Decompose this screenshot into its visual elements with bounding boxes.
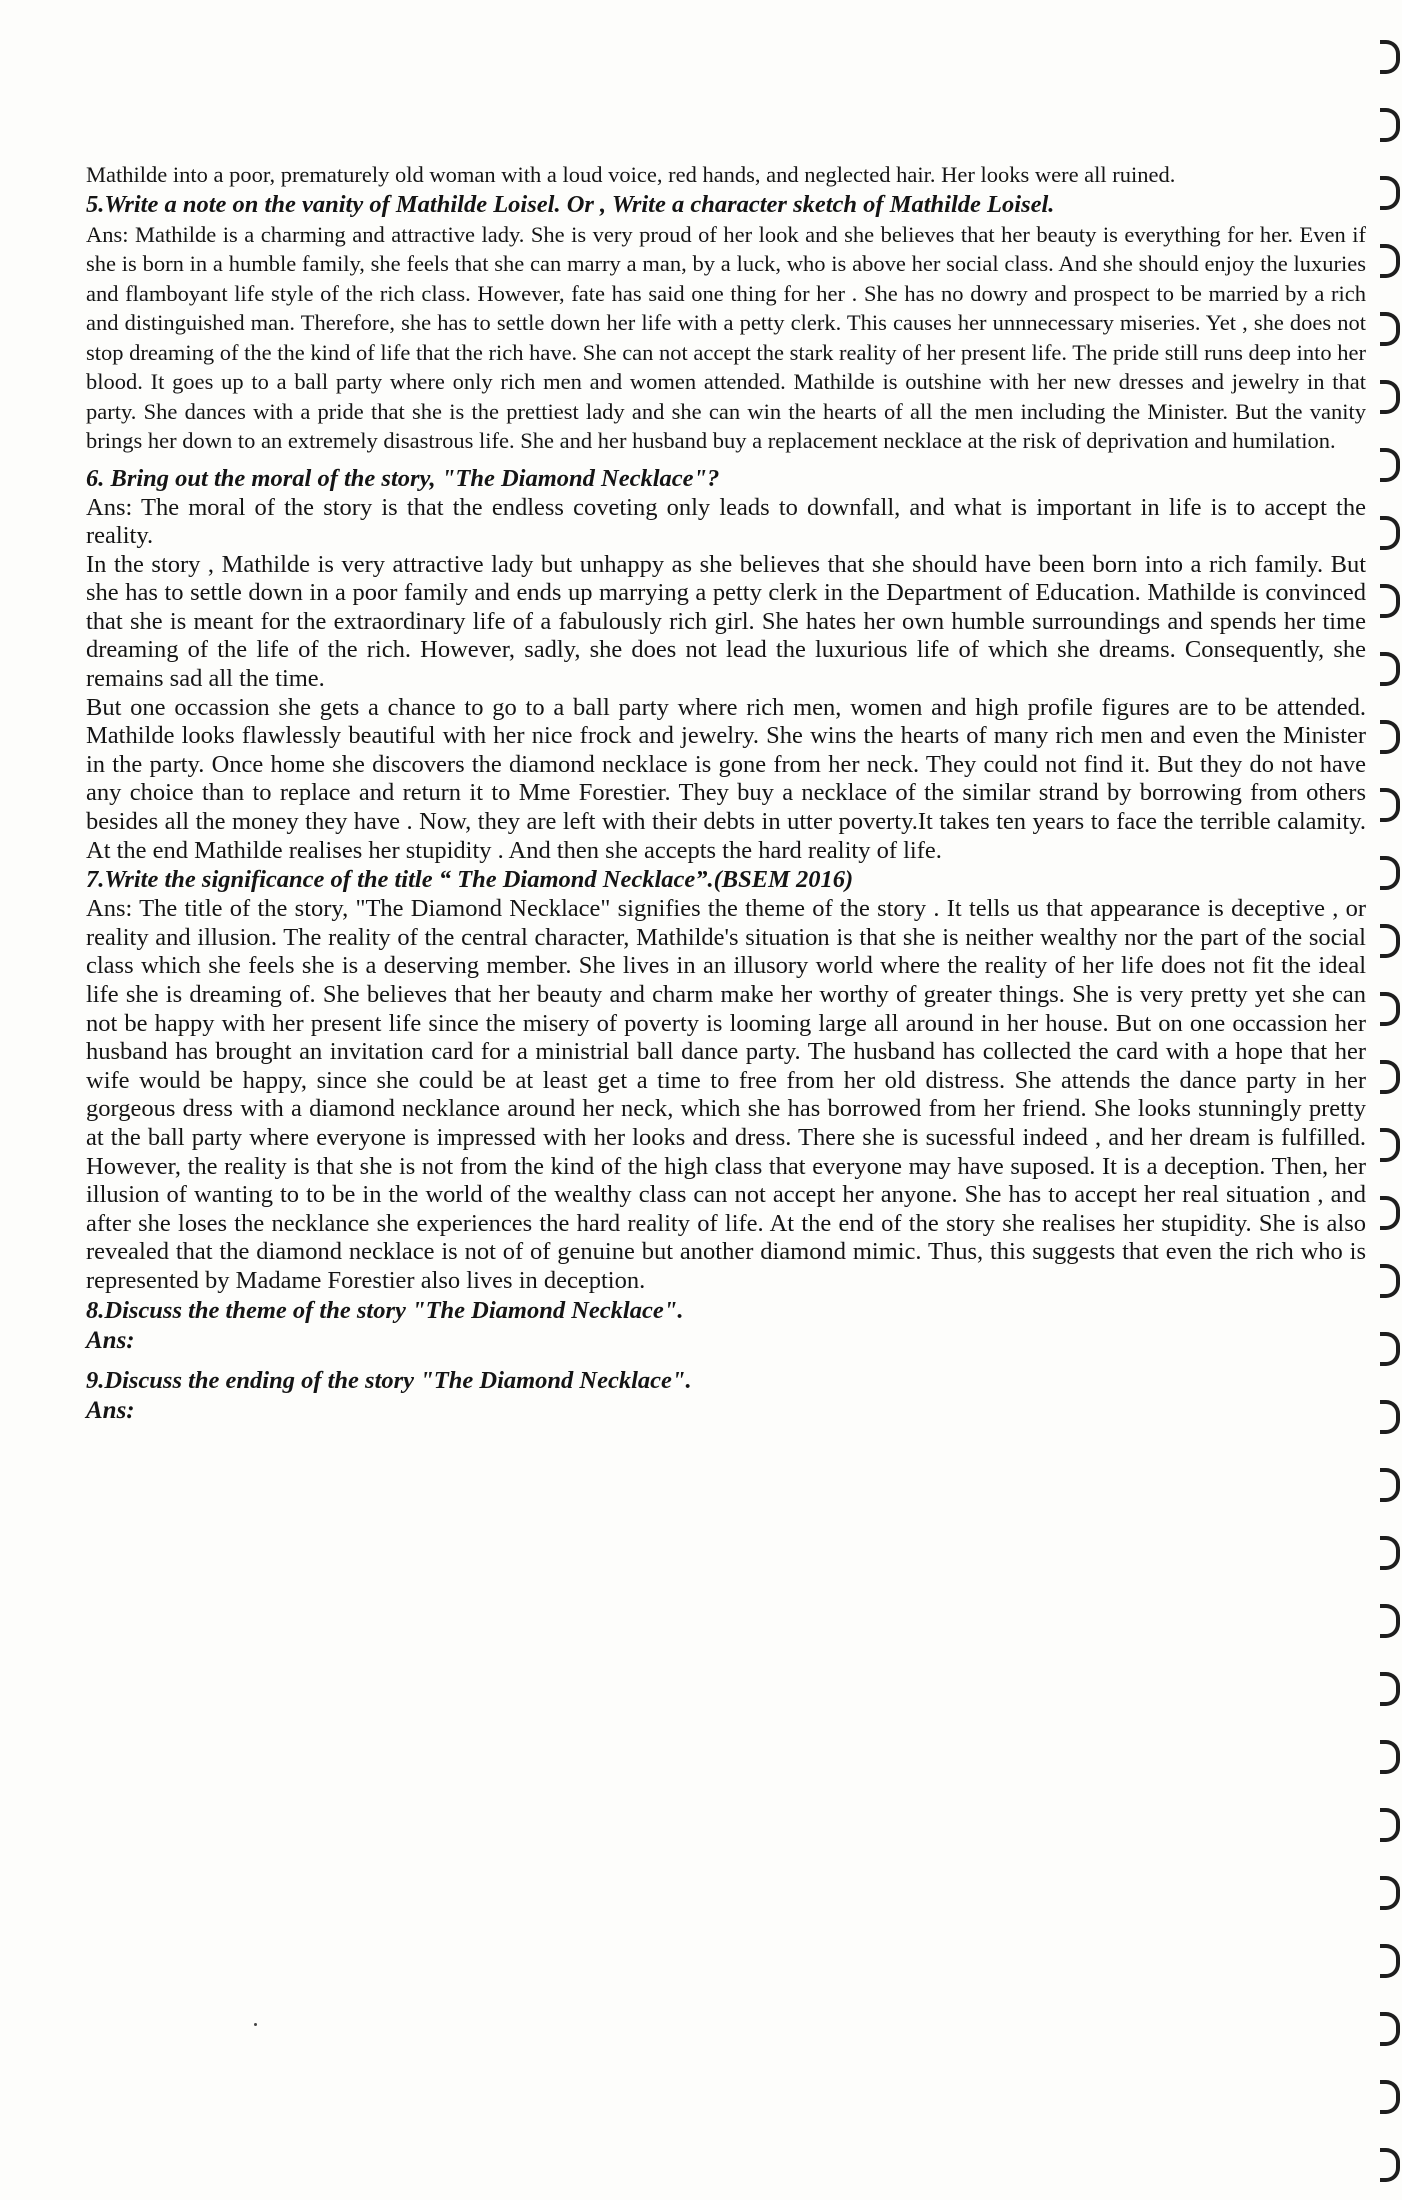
- binding-ring: [1380, 40, 1400, 74]
- binding-ring: [1380, 516, 1400, 550]
- binding-ring: [1380, 1944, 1400, 1978]
- binding-ring: [1380, 924, 1400, 958]
- question-9-ans-label: Ans:: [86, 1396, 135, 1424]
- binding-ring: [1380, 380, 1400, 414]
- binding-ring: [1380, 1536, 1400, 1570]
- binding-ring: [1380, 1468, 1400, 1502]
- question-6-heading: 6. Bring out the moral of the story, "The Diamond Necklace"?: [86, 464, 720, 492]
- binding-ring: [1380, 1672, 1400, 1706]
- question-7-answer: Ans: The title of the story, "The Diamond Necklace" signifies the theme of the story . It tells us that appearance is deceptive , or reality and illusion. The reality of the central character, Mathilde's situation is that she is neither wealthy nor the part of the social class which she feels she is a deserving member. She lives in an illusory world where the reality of her life does not fit the ideal life she is dreaming of. She believes that her beauty and charm make her worthy of greater things. She is very pretty yet she can not be happy with her present life since the misery of poverty is looming large all around in her house. But on one occassion her husband has brought an invitation card for a ministrial ball dance party. The husband has collected the card with a hope that her wife would be happy, since she could be at least get a time to free from her old distress. She attends the dance party in her gorgeous dress with a diamond necklance around her neck, which she has borrowed from her friend. She looks stunningly pretty at the ball party where everyone is impressed with her looks and dress. There she is sucessful indeed , and her dream is fulfilled. However, the reality is that she is not from the kind of the high class that everyone may have suposed. It is a deception. Then, her illusion of wanting to to be in the world of the wealthy class can not accept her anyone. She has to accept her real situation , and after she loses the necklance she experiences the hard reality of life. At the end of the story she realises her stupidity. She is also revealed that the diamond necklace is not of of genuine but another diamond mimic. Thus, this suggests that even the rich who is represented by Madame Forestier also lives in deception.: [86, 895, 1366, 1294]
- question-6-answer-para-3: But one occassion she gets a chance to go to a ball party where rich men, women and high profile figures are to be attended. Mathilde looks flawlessly beautiful with her nice frock and jewelry. She wins the hearts of many rich men and even the Minister in the party. Once home she discovers the diamond necklace is gone from her neck. They could not find it. But they do not have any choice than to replace and return it to Mme Forestier. They buy a necklace of the similar strand by borrowing from others besides all the money they have . Now, they are left with their debts in utter poverty.It takes ten years to face the terrible calamity. At the end Mathilde realises her stupidity . And then she accepts the hard reality of life.: [86, 693, 1366, 864]
- stray-mark: [254, 2023, 257, 2026]
- question-8-ans-label: Ans:: [86, 1326, 135, 1354]
- binding-ring: [1380, 1060, 1400, 1094]
- question-8-heading: 8.Discuss the theme of the story "The Diamond Necklace".: [86, 1296, 684, 1324]
- binding-ring: [1380, 720, 1400, 754]
- question-7-heading: 7.Write the significance of the title “ The Diamond Necklace”.(BSEM 2016): [86, 866, 854, 894]
- question-5-section: [86, 190, 1366, 456]
- binding-ring: [1380, 1332, 1400, 1366]
- question-9-section: [86, 1366, 1366, 1426]
- intro-section: [86, 160, 1366, 190]
- binding-ring: [1380, 992, 1400, 1026]
- binding-ring: [1380, 108, 1400, 142]
- intro-paragraph: Mathilde into a poor, prematurely old woman with a loud voice, red hands, and neglected hair. Her looks were all ruined.: [86, 162, 1176, 187]
- binding-ring: [1380, 1400, 1400, 1434]
- binding-ring: [1380, 1264, 1400, 1298]
- binding-ring: [1380, 448, 1400, 482]
- binding-ring: [1380, 244, 1400, 278]
- binding-ring: [1380, 176, 1400, 210]
- binding-ring: [1380, 1808, 1400, 1842]
- binding-ring: [1380, 856, 1400, 890]
- question-6-answer-para-1: Ans: The moral of the story is that the endless coveting only leads to downfall, and what is important in life is to accept the reality.: [86, 493, 1366, 550]
- binding-ring: [1380, 788, 1400, 822]
- question-7-section: [86, 865, 1366, 1295]
- binding-ring: [1380, 2148, 1400, 2182]
- binding-ring: [1380, 584, 1400, 618]
- binding-ring: [1380, 1128, 1400, 1162]
- question-5-heading: 5.Write a note on the vanity of Mathilde Loisel. Or , Write a character sketch of Mathilde Loisel.: [86, 190, 1055, 218]
- question-6-section: [86, 464, 1366, 866]
- binding-ring: [1380, 2080, 1400, 2114]
- spiral-binding: [1368, 0, 1402, 2200]
- page-content: [86, 160, 1366, 1426]
- binding-ring: [1380, 1604, 1400, 1638]
- question-5-answer: Ans: Mathilde is a charming and attractive lady. She is very proud of her look and she believes that her beauty is everything for her. Even if she is born in a humble family, she feels that she can marry a man, by a luck, who is above her social class. And she should enjoy the luxuries and flamboyant life style of the rich class. However, fate has said one thing for her . She has no dowry and prospect to be married by a rich and distinguished man. Therefore, she has to settle down her life with a petty clerk. This causes her unnnecessary miseries. Yet , she does not stop dreaming of the the kind of life that the rich have. She can not accept the stark reality of her present life. The pride still runs deep into her blood. It goes up to a ball party where only rich men and women attended. Mathilde is outshine with her new dresses and jewelry in that party. She dances with a pride that she is the prettiest lady and she can win the hearts of all the men including the Minister. But the vanity brings her down to an extremely disastrous life. She and her husband buy a replacement necklace at the risk of deprivation and humilation.: [86, 221, 1366, 453]
- binding-ring: [1380, 1740, 1400, 1774]
- binding-ring: [1380, 652, 1400, 686]
- binding-ring: [1380, 1196, 1400, 1230]
- question-8-section: [86, 1296, 1366, 1356]
- question-9-heading: 9.Discuss the ending of the story "The Diamond Necklace".: [86, 1366, 692, 1394]
- question-6-answer-para-2: In the story , Mathilde is very attractive lady but unhappy as she believes that she should have been born into a rich family. But she has to settle down in a poor family and ends up marrying a petty clerk in the Department of Education. Mathilde is convinced that she is meant for the extraordinary life of a fabulously rich girl. She hates her own humble surroundings and spends her time dreaming of the life of the rich. However, sadly, she does not lead the luxurious life of which she dreams. Consequently, she remains sad all the time.: [86, 550, 1366, 693]
- binding-ring: [1380, 2012, 1400, 2046]
- binding-ring: [1380, 312, 1400, 346]
- binding-ring: [1380, 1876, 1400, 1910]
